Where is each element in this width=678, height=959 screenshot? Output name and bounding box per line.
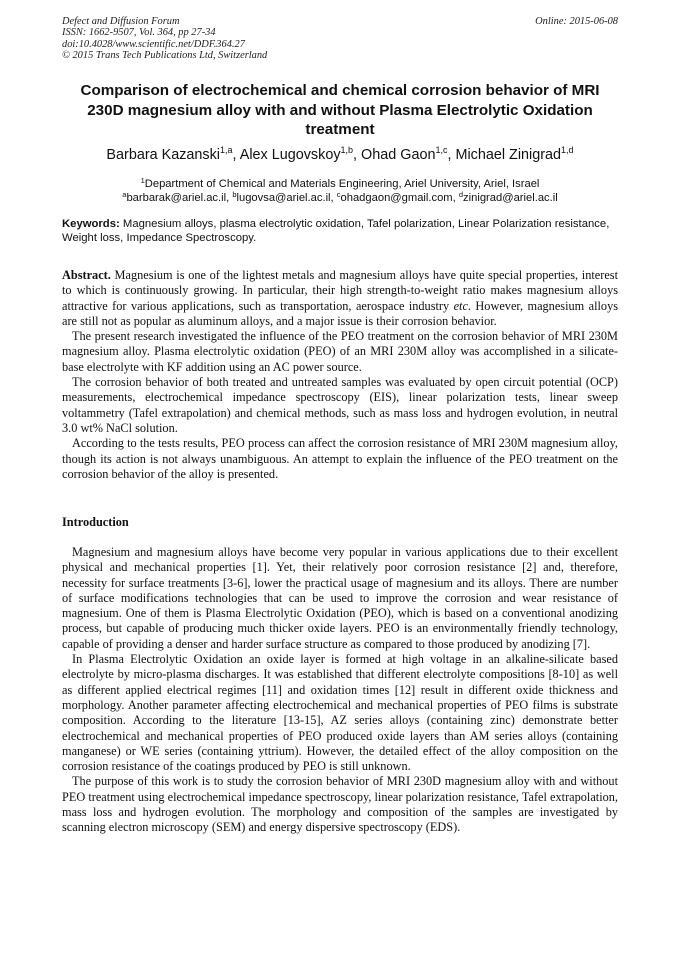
email-line: $^a$barbarak@ariel.ac.il, $^b$lugovsa@ariel.ac.il, $^c$ohadgaon@gmail.com, $^d$zinigrad@ariel.ac.il bbox=[122, 190, 558, 204]
email-link[interactable]: lugovsa@ariel.ac.il bbox=[236, 192, 331, 204]
email-link[interactable]: ohadgaon@gmail.com bbox=[340, 192, 453, 204]
affiliation-line bbox=[62, 177, 618, 191]
keywords-text: Magnesium alloys, plasma electrolytic oxidation, Tafel polarization, Linear Polarization resistance, Weight loss, Impedance Spectroscopy. bbox=[62, 218, 610, 245]
email-link[interactable]: zinigrad@ariel.ac.il bbox=[463, 192, 558, 204]
abstract-paragraph: The present research investigated the influence of the PEO treatment on the corrosion behavior of MRI 230M magnesium alloy. Plasma electrolytic oxidation (PEO) of an MRI 230M alloy was accomplished in a silicate-base electrolyte with KF addition using an AC power source. bbox=[62, 329, 618, 374]
affiliation-mark: 1 bbox=[140, 176, 145, 185]
journal-header bbox=[62, 16, 618, 61]
email-mark: b bbox=[232, 190, 237, 199]
abstract-paragraph: According to the tests results, PEO process can affect the corrosion resistance of MRI 230M magnesium alloy, though its action is not always unambiguous. An attempt to explain the influence of the PEO treatment on the corrosion behavior of the alloy is presented. bbox=[62, 436, 618, 481]
author-list: Barbara Kazanski$^{1,a}$, Alex Lugovskoy$^{1,b}$, Ohad Gaon$^{1,c}$, Michael Zinigrad$^{1,d}$ bbox=[106, 145, 574, 163]
affiliation-block bbox=[62, 177, 618, 205]
author-affiliation-mark: 1,c bbox=[435, 145, 448, 155]
email-link[interactable]: barbarak@ariel.ac.il bbox=[126, 192, 227, 204]
journal-name: Defect and Diffusion Forum bbox=[62, 16, 180, 27]
abstract-text: . However, magnesium alloys are still not as popular as aluminum alloys, and a major issue is their corrosion behavior. bbox=[62, 298, 619, 328]
keywords bbox=[62, 217, 618, 246]
abstract-text-italic: etc bbox=[453, 298, 468, 313]
intro-paragraph: In Plasma Electrolytic Oxidation an oxide layer is formed at high voltage in an alkaline-silicate based electrolyte by micro-plasma discharges. It was established that different electrolyte compositions [8-10] as well as different applied electrical regimes [11] and oxidation times [12] result in different oxide thickness and morphology. Another parameter affecting electrochemical and mechanical properties of PEO films is substrate composition. According to the literature [13-15], AZ series alloys (containing zinc) demonstrate better electrochemical and mechanical properties of PEO produced oxide layers than AM series alloys (containing manganese) or WE series (containing yttrium). However, the detailed effect of the alloy composition on the corrosion resistance of the coatings produced by PEO is still unknown. bbox=[62, 652, 618, 774]
email-mark: d bbox=[458, 190, 464, 199]
author-affiliation-mark: 1,d bbox=[561, 145, 574, 155]
doi-line[interactable]: doi:10.4028/www.scientific.net/DDF.364.27 bbox=[62, 38, 245, 50]
email-mark: a bbox=[122, 190, 127, 199]
intro-paragraph: The purpose of this work is to study the corrosion behavior of MRI 230D magnesium alloy with and without PEO treatment using electrochemical impedance spectroscopy, linear polarization resistance, Tafel extrapolation, mass loss and hydrogen evolution. The morphology and composition of the samples are investigated by scanning electron microscopy (SEM) and energy dispersive spectroscopy (EDS). bbox=[62, 774, 618, 835]
abstract-label: Abstract. bbox=[62, 268, 111, 282]
intro-paragraph: Magnesium and magnesium alloys have become very popular in various applications due to their excellent physical and mechanical properties [1]. Yet, their relatively poor corrosion resistance [2] and, therefore, necessity for surface treatments [3-6], lower the practical usage of magnesium and its alloys. There are number of surface modifications technologies that can be used to improve the corrosion and wear resistance of magnesium. One of them is Plasma Electrolytic Oxidation (PEO), which is based on a conventional anodizing process, but capable of producing much thicker oxide layers. PEO is an environmentally friendly technology, capable of providing a denser and harder surface structure as compared to those produced by anodizing [7]. bbox=[62, 545, 618, 651]
section-heading-introduction: Introduction bbox=[62, 515, 129, 529]
paper-title: Comparison of electrochemical and chemical corrosion behavior of MRI 230D magnesium alloy with and without Plasma Electrolytic Oxidation treatment bbox=[80, 82, 600, 139]
abstract-section bbox=[62, 268, 618, 482]
author-affiliation-mark: 1,a bbox=[220, 145, 233, 155]
abstract-paragraph: The corrosion behavior of both treated and untreated samples was evaluated by open circuit potential (OCP) measurements, electrochemical impedance spectroscopy (EIS), linear polarization tests, linear sweep voltammetry (Tafel extrapolation) and chemical methods, such as mass loss and hydrogen evolution, in neutral 3.0 wt% NaCl solution. bbox=[62, 375, 618, 435]
email-mark: c bbox=[336, 190, 341, 199]
keywords-label: Keywords: bbox=[62, 218, 120, 230]
author-affiliation-mark: 1,b bbox=[340, 145, 354, 155]
abstract-paragraph bbox=[62, 268, 618, 329]
online-date: Online: 2015-06-08 bbox=[535, 16, 618, 27]
affiliation-text: Department of Chemical and Materials Engineering, Ariel University, Ariel, Israel bbox=[144, 178, 540, 190]
author-name: Michael Zinigrad bbox=[455, 147, 562, 163]
issn-line: ISSN: 1662-9507, Vol. 364, pp 27-34 bbox=[62, 27, 216, 39]
author-name: Ohad Gaon bbox=[361, 147, 436, 163]
author-name: Alex Lugovskoy bbox=[239, 147, 341, 163]
introduction-section bbox=[62, 545, 618, 836]
copyright-line: © 2015 Trans Tech Publications Ltd, Switzerland bbox=[62, 49, 268, 61]
abstract-text: Magnesium is one of the lightest metals and magnesium alloys have quite special properties, interest to which is continuously growing. In particular, their high strength-to-weight ratio makes magnesium alloys attractive for various applications, such as transportation, aerospace industry bbox=[62, 268, 618, 313]
author-name: Barbara Kazanski bbox=[106, 147, 221, 163]
